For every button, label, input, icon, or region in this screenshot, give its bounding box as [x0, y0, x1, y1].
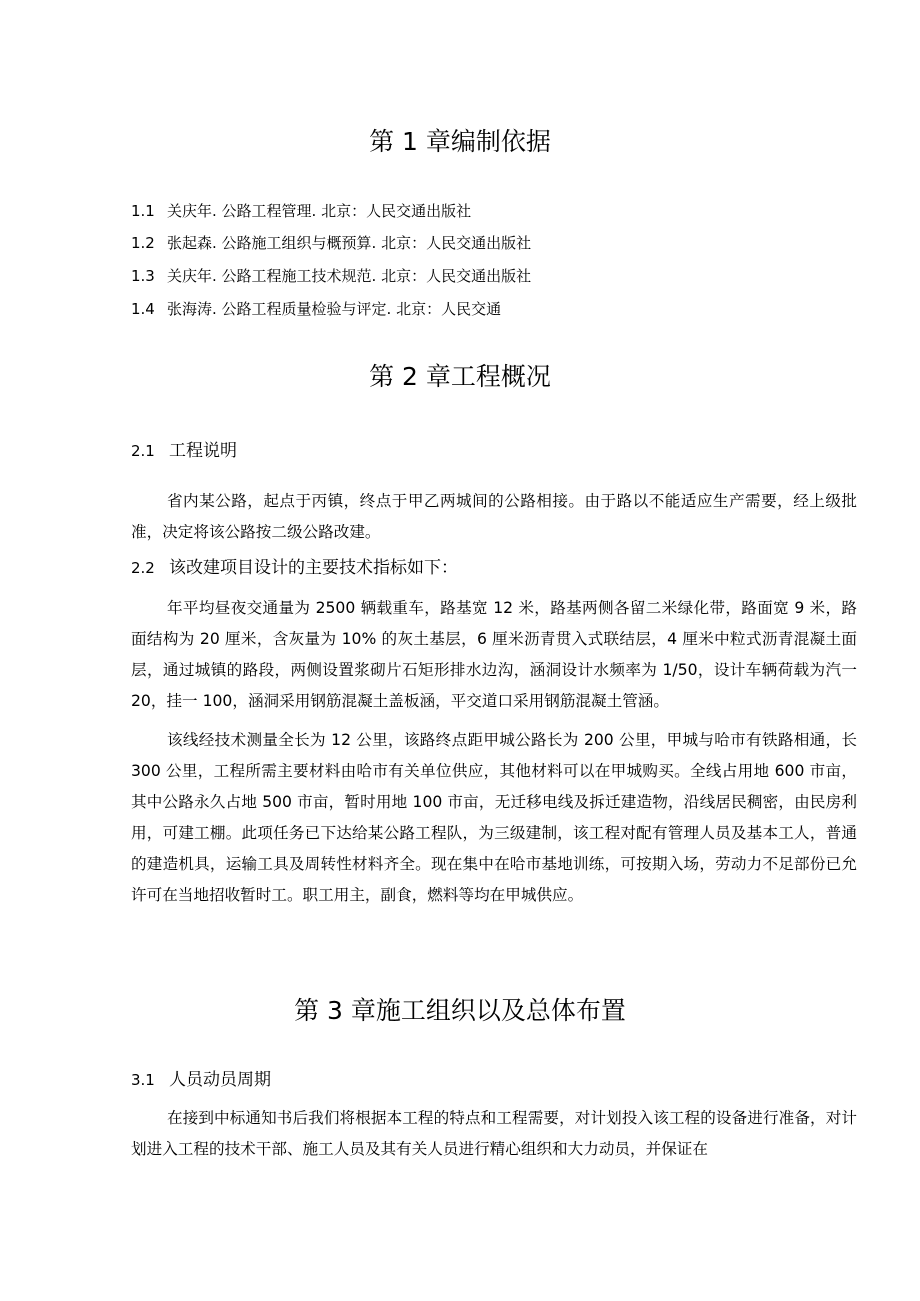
reference-text: 张起森. 公路施工组织与概预算. 北京：人民交通出版社 — [167, 234, 532, 252]
reference-number: 1.2 — [131, 234, 155, 252]
reference-number: 1.3 — [131, 267, 155, 285]
section-title: 人员动员周期 — [169, 1070, 271, 1090]
section-2-2-paragraph-2: 该线经技术测量全长为 12 公里，该路终点距甲城公路长为 200 公里，甲城与哈市有铁路相通，长 300 公里，工程所需主要材料由哈市有关单位供应，其他材料可以在甲城购买。全线占用地 600 市亩，其中公路永久占地 500 市亩，暂时用地 100 市亩，无迁移电线及拆迁建造物，沿线居民稠密，由民房利用，可建工棚。此项任务已下达给某公路工程队，为三级建制，该工程对配有管理人员及基本工人，普通的建造机具，运输工具及周转性材料齐全。现在集中在哈市基地训练，可按期入场，劳动力不足部份已允许可在当地招收暂时工。职工用主，副食，燃料等均在甲城供应。 — [131, 731, 857, 904]
reference-text: 关庆年. 公路工程管理. 北京：人民交通出版社 — [167, 202, 472, 220]
chapter-1-title: 第 1 章编制依据 — [369, 127, 551, 156]
reference-item — [131, 233, 531, 253]
reference-item — [131, 266, 531, 286]
reference-number: 1.4 — [131, 300, 155, 318]
section-number: 2.2 — [131, 559, 155, 577]
chapter-2-title: 第 2 章工程概况 — [369, 362, 551, 391]
section-2-2-paragraph-1: 年平均昼夜交通量为 2500 辆载重车，路基宽 12 米，路基两侧各留二米绿化带，路面宽 9 米，路面结构为 20 厘米，含灰量为 10% 的灰土基层，6 厘米沥青贯入式联结层，4 厘米中粒式沥青混凝土面层，通过城镇的路段，两侧设置浆砌片石矩形排水边沟，涵洞设计水频率为 1/50，设计车辆荷载为汽一 20，挂一 100，涵洞采用钢筋混凝土盖板涵，平交道口采用钢筋混凝土管涵。 — [131, 599, 857, 710]
section-3-1-heading — [131, 1069, 271, 1091]
section-title: 该改建项目设计的主要技术指标如下： — [169, 558, 458, 578]
reference-item — [131, 201, 471, 221]
section-2-1-heading — [131, 440, 237, 462]
reference-text: 关庆年. 公路工程施工技术规范. 北京：人民交通出版社 — [167, 267, 532, 285]
reference-item — [131, 299, 501, 319]
reference-text: 张海涛. 公路工程质量检验与评定. 北京：人民交通 — [167, 300, 502, 318]
section-3-1-paragraph: 在接到中标通知书后我们将根据本工程的特点和工程需要，对计划投入该工程的设备进行准备，对计划进入工程的技术干部、施工人员及其有关人员进行精心组织和大力动员，并保证在 — [131, 1109, 857, 1158]
section-number: 3.1 — [131, 1071, 155, 1089]
section-2-1-paragraph: 省内某公路，起点于丙镇，终点于甲乙两城间的公路相接。由于路以不能适应生产需要，经上级批准，决定将该公路按二级公路改建。 — [131, 492, 857, 541]
section-number: 2.1 — [131, 442, 155, 460]
chapter-3-title: 第 3 章施工组织以及总体布置 — [294, 996, 626, 1025]
reference-number: 1.1 — [131, 202, 155, 220]
section-2-2-heading — [131, 557, 458, 579]
section-title: 工程说明 — [169, 441, 237, 461]
